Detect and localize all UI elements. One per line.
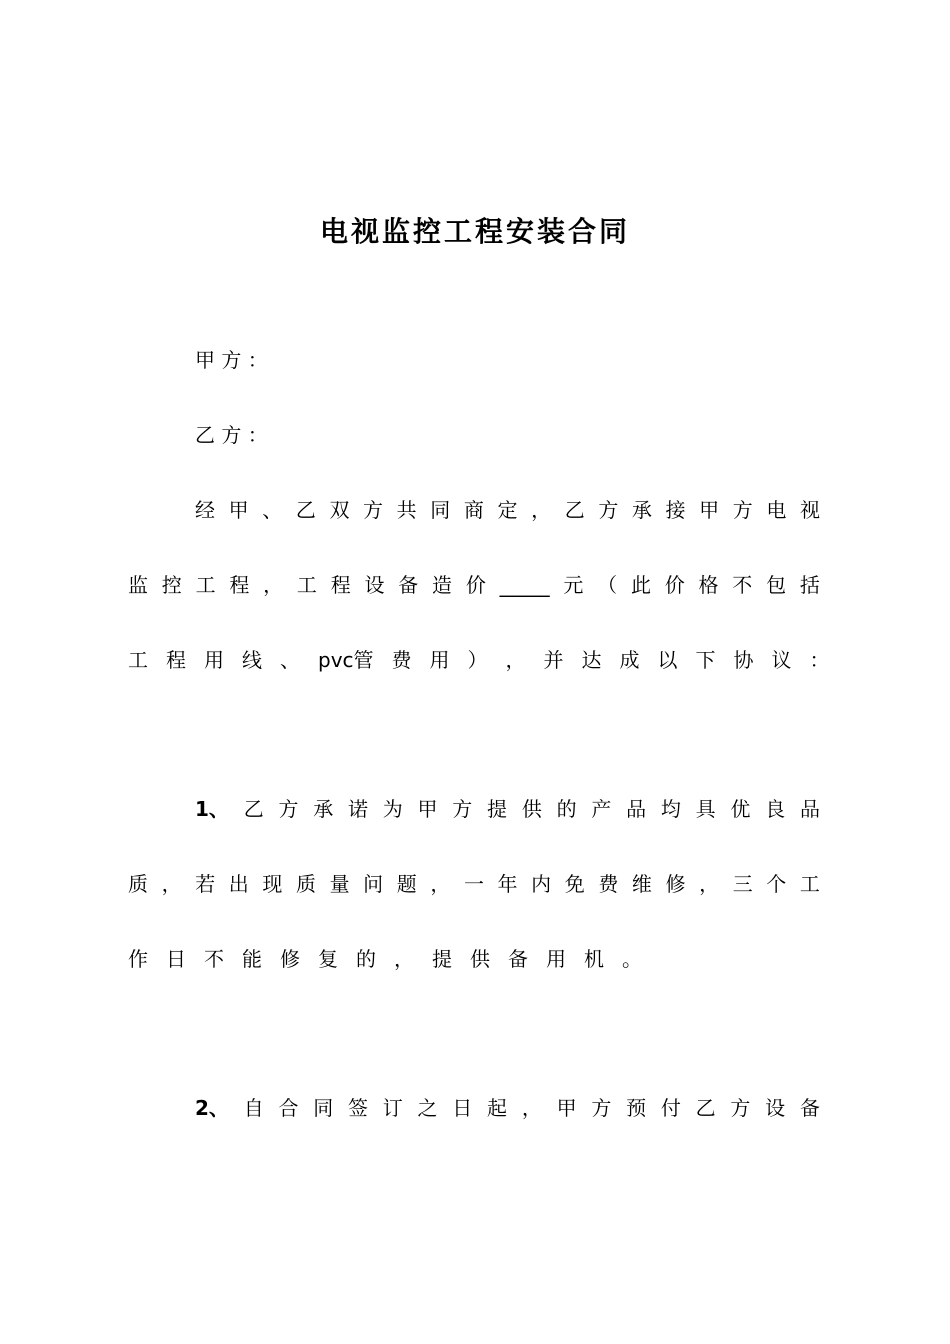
text-char: ，	[699, 872, 720, 896]
text-char: 接	[665, 498, 686, 522]
text-char: 具	[695, 797, 716, 821]
text-char: 良	[765, 797, 786, 821]
text-char: 不	[732, 573, 753, 597]
text-char: 的	[556, 797, 577, 821]
text-char: 现	[262, 872, 283, 896]
text-char: 、	[280, 648, 300, 672]
text-char: 备	[398, 573, 419, 597]
text-char: 优	[730, 797, 751, 821]
text-char: 供	[521, 797, 542, 821]
text-char: 免	[564, 872, 585, 896]
text-char: ，	[430, 872, 451, 896]
text-char: _____	[499, 573, 550, 597]
text-char: 包	[766, 573, 787, 597]
text-char: 个	[766, 872, 787, 896]
text-char: 方	[452, 797, 473, 821]
text-char: 内	[531, 872, 552, 896]
text-char: 造	[432, 573, 453, 597]
text-char: 方	[278, 797, 299, 821]
text-char: 元	[563, 573, 584, 597]
text-char: 控	[161, 573, 182, 597]
text-char: 年	[497, 872, 518, 896]
clause-1-line-3	[128, 944, 660, 974]
intro-line-2	[128, 570, 820, 600]
text-char: 工	[799, 872, 820, 896]
intro-line-3	[128, 645, 848, 675]
party-b-label: 乙 方 ：	[195, 423, 268, 447]
text-char: 定	[497, 498, 518, 522]
party-b-line	[195, 420, 820, 450]
text-char: 提	[432, 947, 452, 971]
text-char: 日	[452, 1096, 473, 1120]
text-char: 甲	[228, 498, 249, 522]
text-char: 机	[584, 947, 604, 971]
text-char: 起	[487, 1096, 508, 1120]
text-char: 同	[313, 1096, 334, 1120]
text-char: 均	[660, 797, 681, 821]
text-char: 以	[657, 648, 678, 672]
text-char: ，	[531, 498, 552, 522]
text-char: 程	[330, 573, 351, 597]
text-char: 共	[396, 498, 417, 522]
text-char: 用	[429, 648, 450, 672]
text-char: 格	[698, 573, 719, 597]
text-char: ，	[394, 947, 414, 971]
text-char: 提	[487, 797, 508, 821]
text-char: 经	[195, 498, 215, 522]
text-char: 议	[771, 648, 792, 672]
text-char: 订	[382, 1096, 403, 1120]
text-char: 甲	[417, 797, 438, 821]
text-char: 一	[463, 872, 484, 896]
text-char: 质	[128, 872, 148, 896]
clause-1-line-1	[195, 794, 820, 824]
intro-line-1	[195, 495, 820, 525]
text-char: 品	[626, 797, 647, 821]
text-char: 价	[664, 573, 685, 597]
text-char: 乙	[295, 498, 316, 522]
text-char: 设	[364, 573, 385, 597]
party-a-line	[195, 345, 820, 375]
text-char: 出	[228, 872, 249, 896]
text-char: 作	[128, 947, 148, 971]
text-char: 付	[660, 1096, 681, 1120]
text-char: 方	[730, 1096, 751, 1120]
text-char: （	[597, 573, 618, 597]
party-a-label: 甲 方 ：	[195, 348, 268, 372]
text-char: 方	[363, 498, 384, 522]
text-char: 协	[733, 648, 754, 672]
text-char: 乙	[695, 1096, 716, 1120]
text-char: 括	[799, 573, 820, 597]
text-char: ，	[505, 648, 526, 672]
text-char: 。	[622, 947, 642, 971]
text-char: 用	[204, 648, 224, 672]
text-char: 量	[329, 872, 350, 896]
text-char: 三	[732, 872, 753, 896]
text-char: 此	[630, 573, 651, 597]
text-char: 的	[356, 947, 376, 971]
text-char: 题	[396, 872, 417, 896]
text-char: 若	[195, 872, 216, 896]
text-char: 签	[347, 1096, 368, 1120]
text-char: 双	[329, 498, 350, 522]
text-char: 产	[591, 797, 612, 821]
text-char: 甲	[699, 498, 720, 522]
text-char: 供	[470, 947, 490, 971]
text-char: ，	[521, 1096, 542, 1120]
text-char: 不	[204, 947, 224, 971]
text-char: 合	[278, 1096, 299, 1120]
text-char: 复	[318, 947, 338, 971]
text-char: 品	[799, 797, 820, 821]
text-char: 商	[463, 498, 484, 522]
text-char: 备	[799, 1096, 820, 1120]
text-char: 承	[313, 797, 334, 821]
text-char: 诺	[347, 797, 368, 821]
text-char: 承	[631, 498, 652, 522]
text-char: 费	[391, 648, 412, 672]
text-char: 监	[128, 573, 148, 597]
text-char: ，	[161, 872, 182, 896]
text-char: 并	[543, 648, 564, 672]
text-char: 方	[591, 1096, 612, 1120]
text-char: 自	[243, 1096, 264, 1120]
text-char: 同	[430, 498, 451, 522]
document-title: 电视监控工程安装合同	[319, 215, 630, 248]
text-char: ，	[263, 573, 284, 597]
text-char: 用	[546, 947, 566, 971]
text-char: pvc管	[318, 648, 374, 672]
text-char: 方	[598, 498, 619, 522]
text-char: 之	[417, 1096, 438, 1120]
text-char: 程	[229, 573, 250, 597]
text-char: 备	[508, 947, 528, 971]
text-char: 修	[280, 947, 300, 971]
text-char: 2、	[195, 1096, 229, 1120]
text-char: 能	[242, 947, 262, 971]
text-char: 1、	[195, 797, 229, 821]
text-char: 乙	[564, 498, 585, 522]
text-char: 下	[695, 648, 716, 672]
text-char: 乙	[243, 797, 264, 821]
text-char: 工	[128, 648, 148, 672]
text-char: 修	[665, 872, 686, 896]
text-char: 电	[766, 498, 787, 522]
text-char: ：	[809, 648, 830, 672]
text-char: ）	[467, 648, 488, 672]
text-char: 成	[619, 648, 640, 672]
text-char: 、	[262, 498, 283, 522]
text-char: 日	[166, 947, 186, 971]
text-char: 视	[799, 498, 820, 522]
text-char: 质	[295, 872, 316, 896]
clause-2-line-1	[195, 1093, 820, 1123]
text-char: 甲	[556, 1096, 577, 1120]
text-char: 达	[581, 648, 602, 672]
text-char: 程	[166, 648, 186, 672]
text-char: 线	[242, 648, 262, 672]
text-char: 费	[598, 872, 619, 896]
text-char: 方	[732, 498, 753, 522]
text-char: 工	[195, 573, 216, 597]
text-char: 预	[626, 1096, 647, 1120]
text-char: 为	[382, 797, 403, 821]
text-char: 工	[296, 573, 317, 597]
text-char: 问	[363, 872, 384, 896]
text-char: 设	[765, 1096, 786, 1120]
text-char: 价	[465, 573, 486, 597]
clause-1-line-2	[128, 869, 820, 899]
text-char: 维	[631, 872, 652, 896]
